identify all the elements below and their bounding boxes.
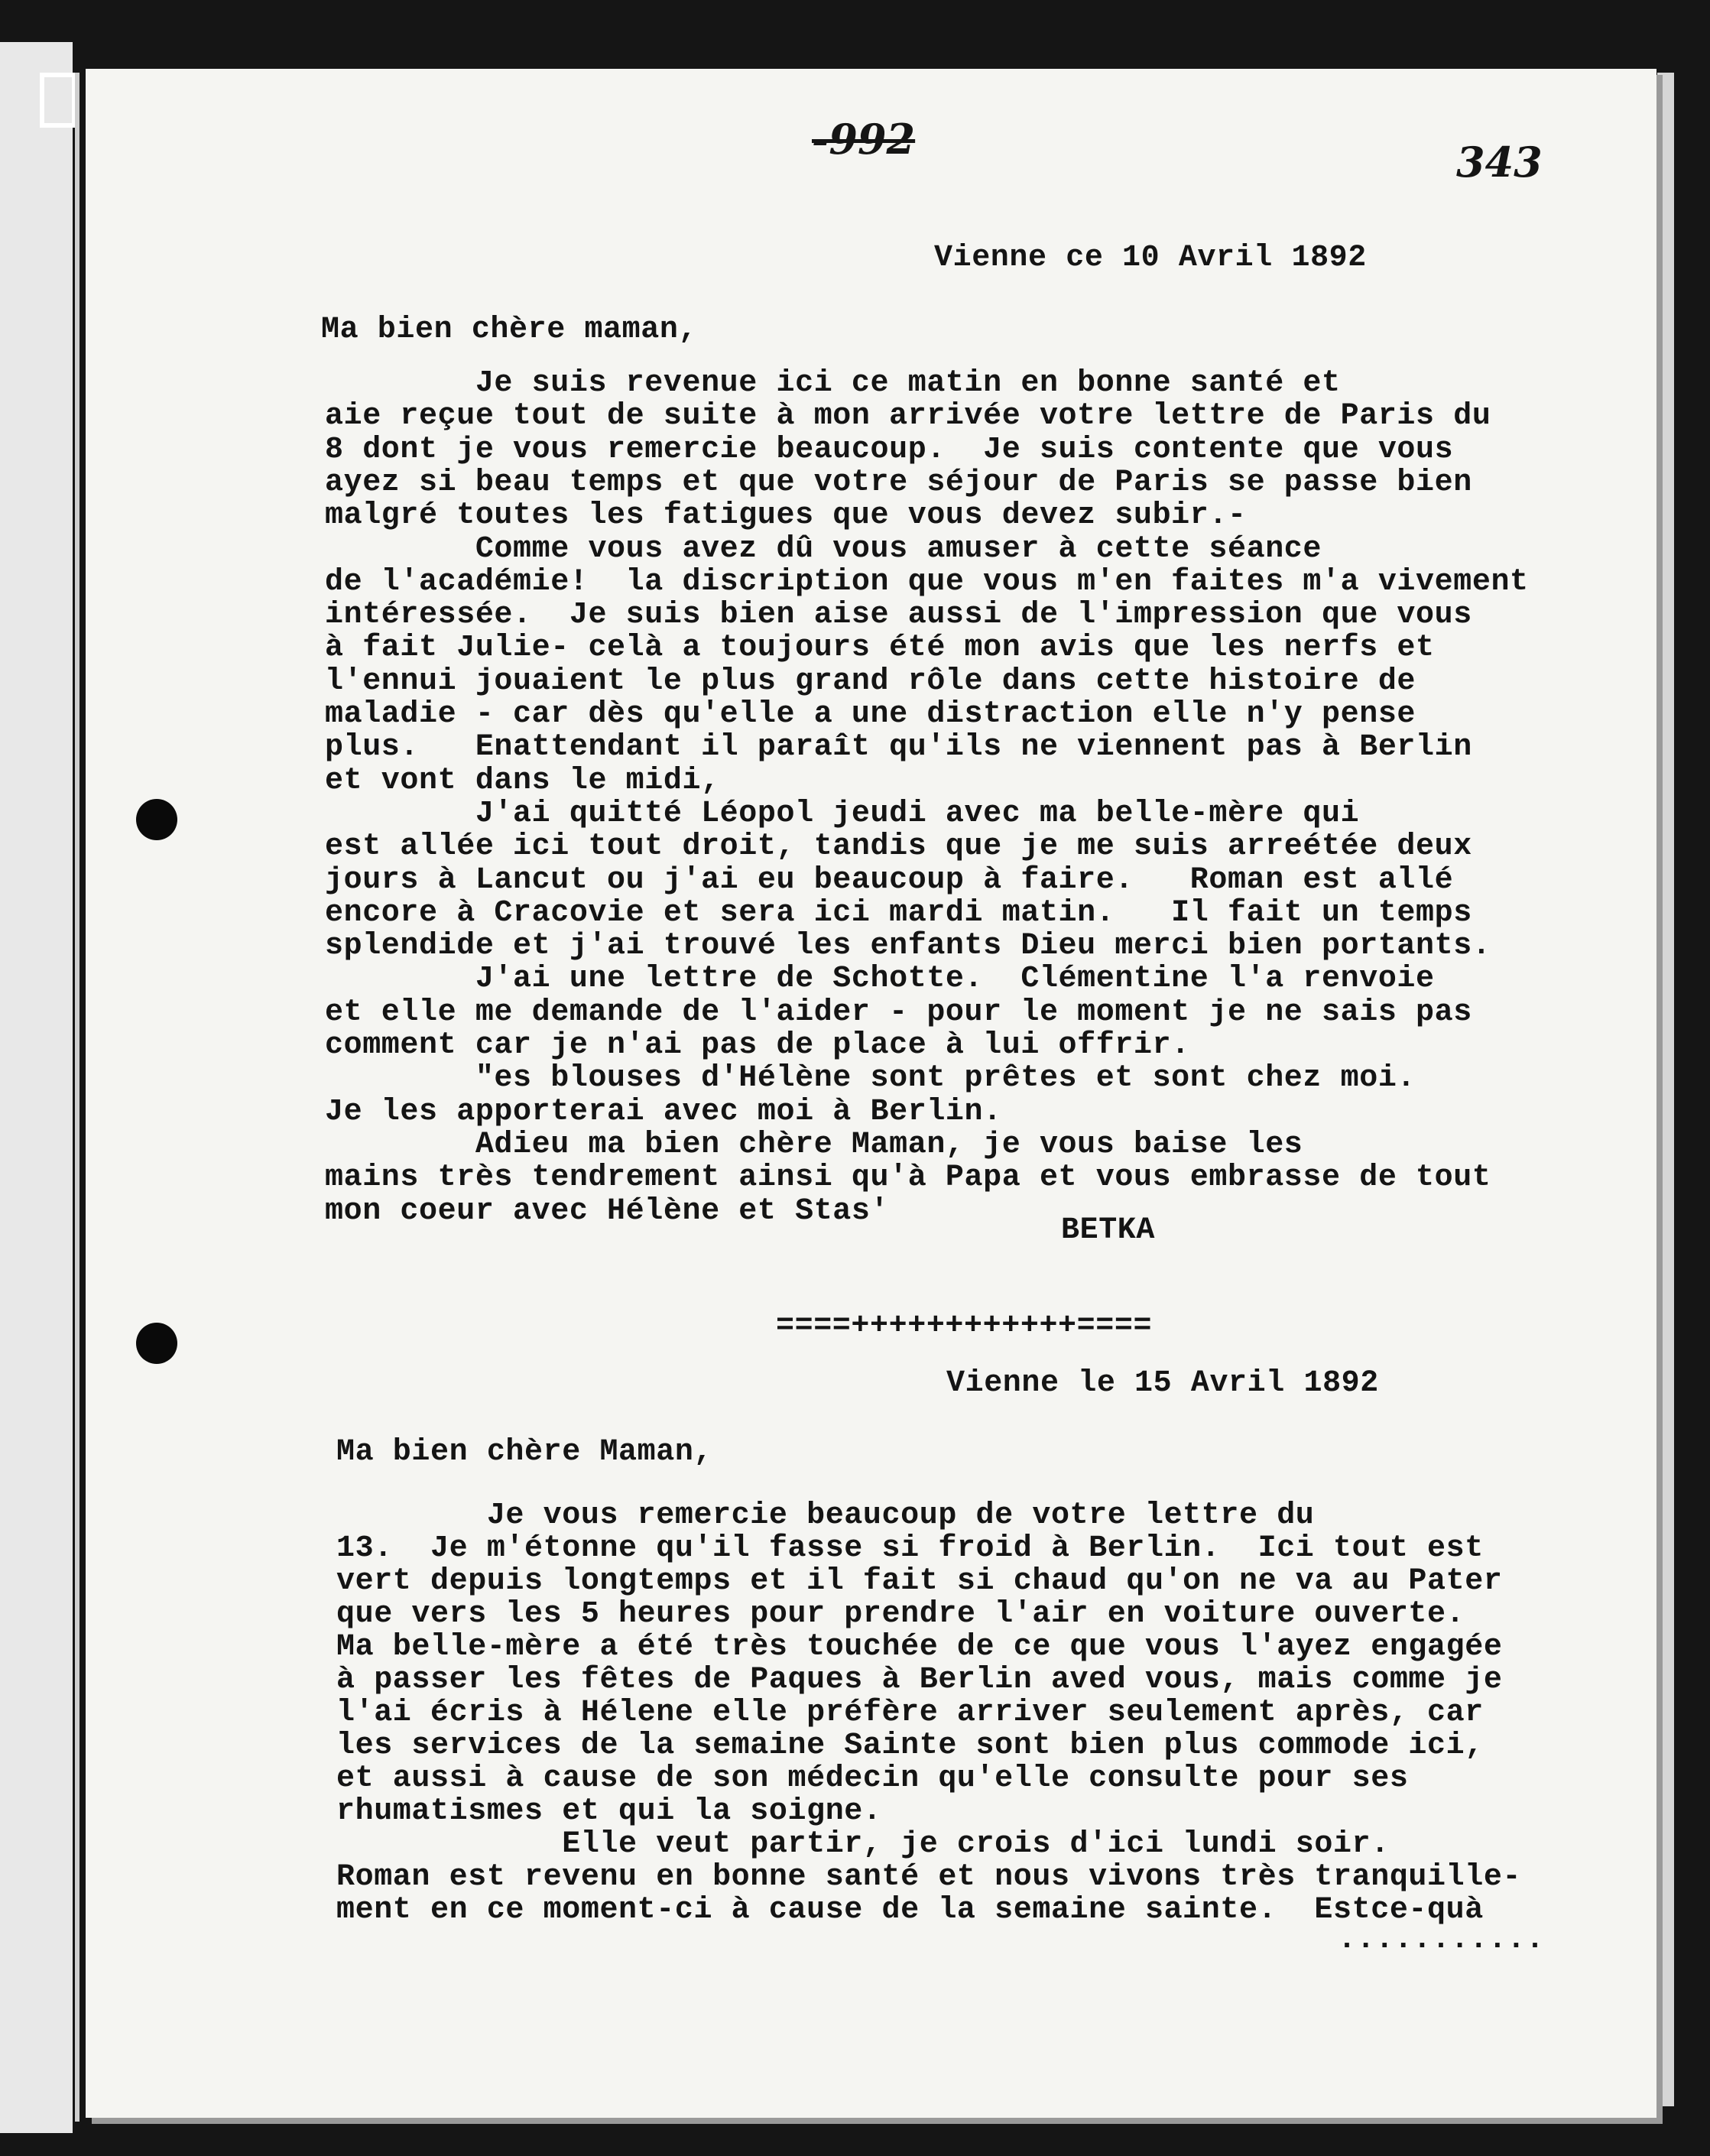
letter1-body-line: Comme vous avez dû vous amuser à cette séance [325,531,1322,567]
letter2-body-line: Elle veut partir, je crois d'ici lundi soir. [336,1827,1390,1862]
letter1-body-line: malgré toutes les fatigues que vous devez subir.- [325,498,1247,534]
letter1-body-line: 8 dont je vous remercie beaucoup. Je suis contente que vous [325,432,1454,467]
letter2-body-line: rhumatismes et qui la soigne. [336,1794,882,1829]
letter1-body-line: maladie - car dès qu'elle a une distraction elle n'y pense [325,697,1416,732]
letter1-signature: BETKA [1061,1213,1156,1248]
letter1-body-line: à fait Julie- celà a toujours été mon avis que les nerfs et [325,631,1435,666]
letter-separator: ====++++++++++++==== [776,1309,1153,1343]
letter1-body-line: "es blouses d'Hélène sont prêtes et sont chez moi. [325,1061,1416,1096]
letter1-body-line: Adieu ma bien chère Maman, je vous baise les [325,1127,1303,1162]
letter1-body-line: J'ai une lettre de Schotte. Clémentine l'a renvoie [325,962,1435,997]
letter1-body-line: de l'académie! la discription que vous m'en faites m'a vivement [325,564,1529,599]
letter2-body-line: les services de la semaine Sainte sont bien plus commode ici, [336,1729,1484,1763]
punch-hole-top [136,799,177,840]
letter1-body-line: mon coeur avec Hélène et Stas' [325,1193,890,1229]
adjacent-page-strip [0,42,73,2133]
letter1-body-line: et vont dans le midi, [325,763,720,798]
letter1-body-line: encore à Cracovie et sera ici mardi matin. Il fait un temps [325,895,1472,930]
letter2-body-line: que vers les 5 heures pour prendre l'air en voiture ouverte. [336,1597,1465,1632]
folio-number: 343 [1456,138,1543,187]
letter1-body-line: J'ai quitté Léopol jeudi avec ma belle-mère qui [325,796,1360,831]
letter1-body-line: aie reçue tout de suite à mon arrivée votre lettre de Paris du [325,399,1491,434]
page-stack-edge [75,73,79,2122]
letter2-body-line: et aussi à cause de son médecin qu'elle consulte pour ses [336,1761,1409,1796]
letter1-body-line: plus. Enattendant il paraît qu'ils ne viennent pas à Berlin [325,730,1472,765]
letter1-place-date: Vienne ce 10 Avril 1892 [934,241,1367,275]
letter2-salutation: Ma bien chère Maman, [336,1435,713,1469]
letter1-body-line: intéressée. Je suis bien aise aussi de l'impression que vous [325,598,1472,633]
letter1-body-line: comment car je n'ai pas de place à lui offrir. [325,1028,1190,1063]
letter1-body-line: Je suis revenue ici ce matin en bonne santé et [325,366,1341,401]
letter2-body-line: vert depuis longtemps et il fait si chaud qu'on ne va au Pater [336,1564,1503,1599]
letter1-body-line: Je les apporterai avec moi à Berlin. [325,1094,1002,1129]
letter2-body-line: Je vous remercie beaucoup de votre lettre du [336,1498,1315,1533]
letter2-place-date: Vienne le 15 Avril 1892 [946,1366,1379,1401]
letter2-continuation: ........... [1338,1923,1545,1957]
letter2-body-line: Roman est revenu en bonne santé et nous vivons très tranquille- [336,1860,1522,1895]
letter2-body-line: à passer les fêtes de Paques à Berlin aved vous, mais comme je [336,1663,1503,1697]
letter1-body-line: l'ennui jouaient le plus grand rôle dans cette histoire de [325,664,1416,699]
folio-struck: -992 [812,115,916,164]
binding-mark [40,73,76,128]
letter1-body-line: ayez si beau temps et que votre séjour de Paris se passe bien [325,465,1472,500]
letter1-body-line: mains très tendrement ainsi qu'à Papa et vous embrasse de tout [325,1161,1491,1196]
page-stack-edge-right [1657,73,1674,2106]
letter2-body-line: 13. Je m'étonne qu'il fasse si froid à Berlin. Ici tout est [336,1531,1484,1566]
letter1-body-line: jours à Lancut ou j'ai eu beaucoup à faire. Roman est allé [325,862,1454,898]
letter1-salutation: Ma bien chère maman, [321,313,698,347]
letter1-body-line: et elle me demande de l'aider - pour le moment je ne sais pas [325,995,1472,1030]
letter2-body-line: Ma belle-mère a été très touchée de ce que vous l'ayez engagée [336,1630,1503,1664]
letter1-body-line: splendide et j'ai trouvé les enfants Dieu merci bien portants. [325,929,1491,964]
letter2-body-line: ment en ce moment-ci à cause de la semaine sainte. Estce-quà [336,1893,1484,1927]
letter1-body-line: est allée ici tout droit, tandis que je me suis arreétée deux [325,830,1472,865]
punch-hole-bottom [136,1323,177,1364]
letter2-body-line: l'ai écris à Hélene elle préfère arriver seulement après, car [336,1696,1484,1730]
